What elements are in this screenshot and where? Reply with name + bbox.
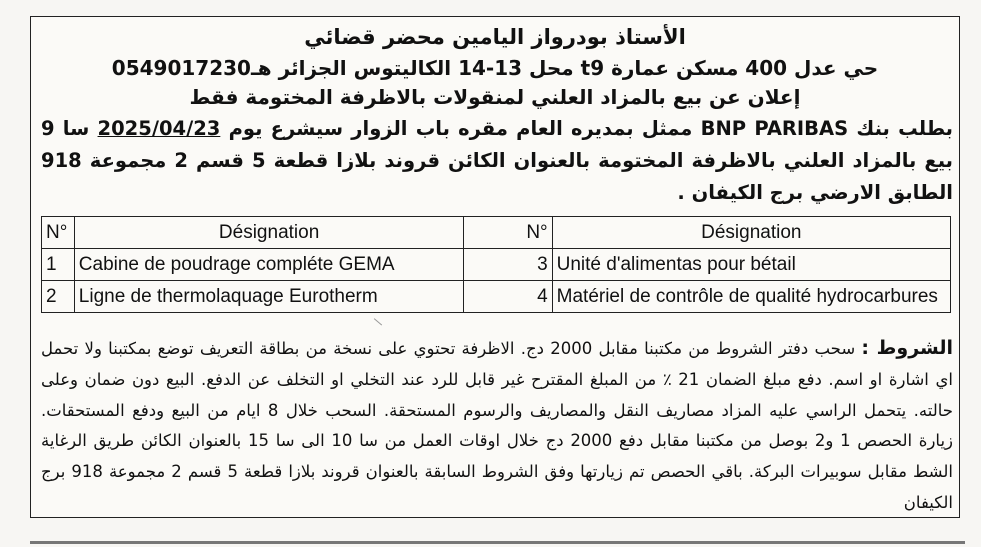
sale-date: 2025/04/23 [97, 117, 221, 140]
lot-number: 3 [464, 249, 552, 281]
col-header-num: N° [464, 217, 552, 249]
announcement-intro [41, 113, 953, 209]
announcement-title: إعلان عن بيع بالمزاد العلني لمنقولات بالاظرفة المختومة فقط [189, 85, 801, 109]
col-header-designation: Désignation [74, 217, 464, 249]
col-header-designation: Désignation [552, 217, 950, 249]
table-row [42, 281, 951, 313]
lot-designation: Unité d'alimentas pour bétail [552, 249, 950, 281]
lot-number: 1 [42, 249, 75, 281]
terms-label: الشروط : [861, 337, 953, 359]
lot-number: 2 [42, 281, 75, 313]
col-header-num: N° [42, 217, 75, 249]
lot-number: 4 [464, 281, 552, 313]
table-header-row [42, 217, 951, 249]
intro-text-part1: بطلب بنك BNP PARIBAS ممثل بمديره العام مقره باب الزوار سيشرع يوم [220, 117, 954, 140]
lot-designation: Ligne de thermolaquage Eurotherm [74, 281, 464, 313]
bailiff-address: حي عدل 400 مسكن عمارة t9 محل 13-14 الكاليتوس الجزائر هـ0549017230 [111, 56, 879, 80]
lot-designation: Matériel de contrôle de qualité hydrocarbures [552, 281, 950, 313]
bottom-divider [30, 541, 965, 544]
bailiff-name: الأستاذ بودرواز اليامين محضر قضائي [304, 25, 686, 49]
table-row [42, 249, 951, 281]
lot-designation: Cabine de poudrage compléte GEMA [74, 249, 464, 281]
announcement-frame [30, 16, 960, 518]
lots-table [41, 216, 951, 313]
terms-paragraph [41, 333, 953, 519]
intro-text-part2: سا 9 بيع بالمزاد العلني بالاظرفة المختومة بالعنوان الكائن قروند بلازا قطعة 5 قسم 2 مجموعة 918 الطابق الارضي برج الكيفان . [41, 117, 953, 204]
terms-text: سحب دفتر الشروط من مكتبنا مقابل 2000 دج. الاظرفة تحتوي على نسخة من بطاقة التعريف توضع بمكتبنا ولا تحمل اي اشارة او اسم. دفع مبلغ الضمان 21 ٪ من المبلغ المقترح غير قابل للرد عند التخلي او التخلف عن الدفع. البيع دون ضمان وعلى حالته. يتحمل الراسي عليه المزاد مصاريف النقل والمصاريف والرسوم المستحقة. السحب خلال 8 ايام من البيع ودفع المستحقات. زيارة الحصص 1 و2 بوصل من مكتبنا مقابل دفع 2000 دج خلال اوقات العمل من سا 10 الى سا 15 بالعنوان الكائن طريق الرغاية الشط مقابل سوبيرات البركة. باقي الحصص تم زيارتها وفق الشروط السابقة بالعنوان قروند بلازا قطعة 5 قسم 2 مجموعة 918 برج الكيفان [41, 339, 954, 512]
